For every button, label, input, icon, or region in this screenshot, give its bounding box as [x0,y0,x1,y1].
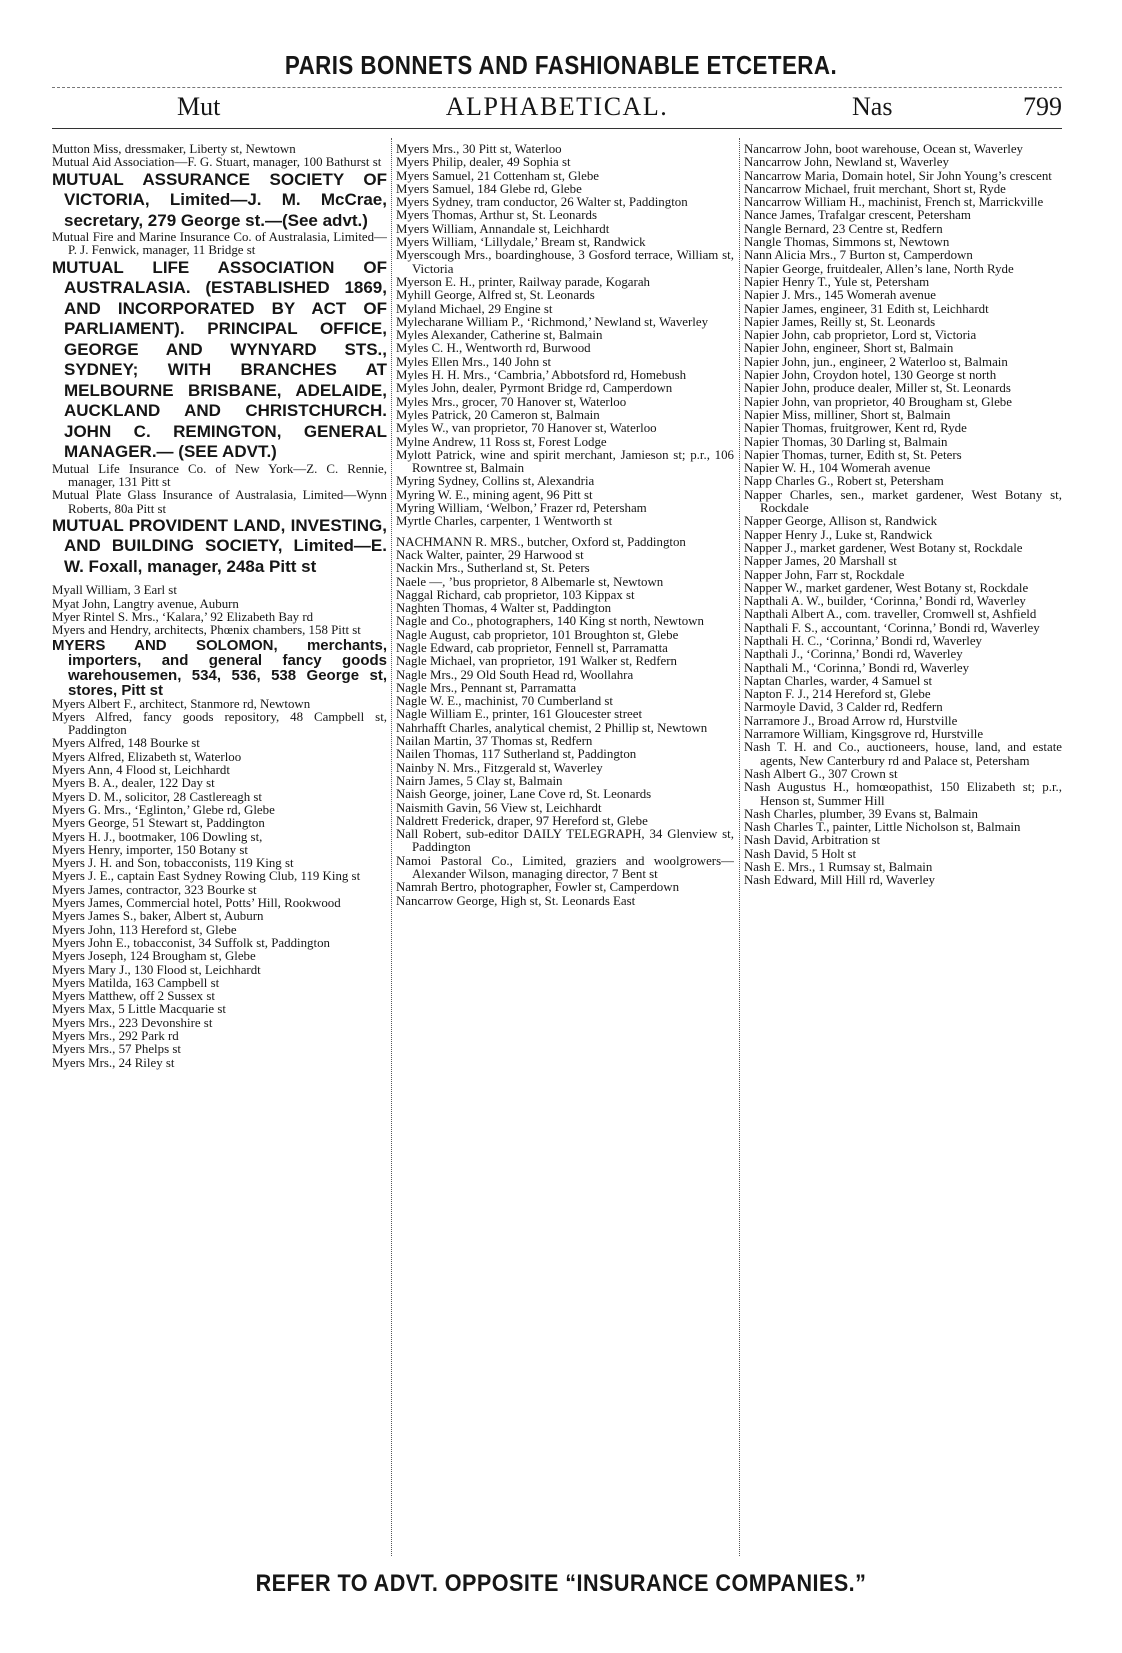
directory-entry: Mylne Andrew, 11 Ross st, Forest Lodge [396,434,607,449]
dashed-divider [52,87,1062,88]
directory-entry: Napper W., market gardener, West Botany st, Rockdale [744,580,1029,595]
directory-entry: Napthali J., ‘Corinna,’ Bondi rd, Waverley [744,647,963,662]
directory-entry: Myers Sydney, tram conductor, 26 Walter st, Paddington [396,195,688,210]
directory-entry: Nagle August, cab proprietor, 101 Broughton st, Glebe [396,627,679,642]
directory-entry: Myat John, Langtry avenue, Auburn [52,596,239,611]
directory-entry: Nash T. H. and Co., auctioneers, house, land, and estate agents, New Canterbury rd and Palace st, Petersham [744,740,1062,768]
directory-entry: Nash Edward, Mill Hill rd, Waverley [744,873,935,888]
directory-entry: Napthali H. C., ‘Corinna,’ Bondi rd, Waverley [744,633,982,648]
directory-entry: Myers Matthew, off 2 Sussex st [52,989,215,1004]
directory-entry: Nangle Thomas, Simmons st, Newtown [744,235,950,250]
directory-entry: Nagle Edward, cab proprietor, Fennell st, Parramatta [396,640,668,655]
column-1 [52,143,387,1070]
header-left-guide-word: Mut [177,92,221,121]
directory-entry: Napier Thomas, 30 Darling st, Balmain [744,434,948,449]
directory-entry: Nahrhafft Charles, analytical chemist, 2 Phillip st, Newtown [396,720,708,735]
directory-entry: Mylott Patrick, wine and spirit merchant, Jamieson st; p.r., 106 Rowntree st, Balmain [396,447,734,476]
directory-entry: Napier James, Reilly st, St. Leonards [744,314,936,329]
directory-entry: Myers Philip, dealer, 49 Sophia st [396,155,571,170]
directory-entry: Narramore J., Broad Arrow rd, Hurstville [744,713,958,728]
directory-entry: Myers Henry, importer, 150 Botany st [52,842,248,857]
directory-entry: Nash David, 5 Holt st [744,846,857,861]
directory-entry: MUTUAL ASSURANCE SOCIETY OF VICTORIA, Limited—J. M. McCrae, secretary, 279 George st.—(See advt.) [52,169,387,230]
directory-entry: Myhill George, Alfred st, St. Leonards [396,288,595,303]
directory-entry: Napier John, produce dealer, Miller st, St. Leonards [744,381,1011,396]
directory-entry: Napper J., market gardener, West Botany st, Rockdale [744,540,1023,555]
column-3 [744,143,1062,888]
directory-entry: Namrah Bertro, photographer, Fowler st, Camperdown [396,880,680,895]
directory-entry: Napper Henry J., Luke st, Randwick [744,527,933,542]
directory-entry: Myles Patrick, 20 Cameron st, Balmain [396,407,600,422]
directory-entry: Napper John, Farr st, Rockdale [744,567,905,582]
directory-entry: Nainby N. Mrs., Fitzgerald st, Waverley [396,760,603,775]
directory-entry: Myers James, contractor, 323 Bourke st [52,882,257,897]
directory-entry: Nash Charles T., painter, Little Nicholson st, Balmain [744,820,1021,835]
directory-entry: Myers Thomas, Arthur st, St. Leonards [396,208,597,223]
directory-entry: Mutual Life Insurance Co. of New York—Z. C. Rennie, manager, 131 Pitt st [52,461,387,489]
directory-entry: Myles Mrs., grocer, 70 Hanover st, Waterloo [396,394,627,409]
directory-entry: Nagle Michael, van proprietor, 191 Walker st, Redfern [396,654,677,669]
directory-entry: Myers John, 113 Hereford st, Glebe [52,922,237,937]
directory-entry: Nailen Thomas, 117 Sutherland st, Paddington [396,747,637,762]
directory-entry: Myers James, Commercial hotel, Potts’ Hill, Rookwood [52,896,341,911]
directory-entry: MUTUAL PROVIDENT LAND, INVESTING, AND BUILDING SOCIETY, Limited—E. W. Foxall, manager, 248a Pitt st [52,515,387,576]
column-divider [739,138,740,1556]
directory-entry: Napier Thomas, fruitgrower, Kent rd, Ryde [744,421,967,436]
directory-entry: Myles W., van proprietor, 70 Hanover st, Waterloo [396,421,657,436]
directory-entry: Nash Augustus H., homœopathist, 150 Elizabeth st; p.r., Henson st, Summer Hill [744,780,1062,808]
directory-entry: Myers Mrs., 30 Pitt st, Waterloo [396,143,562,156]
directory-entry: Myers J. E., captain East Sydney Rowing Club, 119 King st [52,869,361,884]
directory-entry: Myles C. H., Wentworth rd, Burwood [396,341,591,356]
directory-entry: Mutual Plate Glass Insurance of Australasia, Limited—Wynn Roberts, 80a Pitt st [52,488,387,516]
directory-entry: Napier W. H., 104 Womerah avenue [744,461,931,476]
directory-entry: Napton F. J., 214 Hereford st, Glebe [744,687,931,702]
directory-entry: Myers Samuel, 21 Cottenham st, Glebe [396,168,599,183]
directory-entry: Nairn James, 5 Clay st, Balmain [396,773,563,788]
directory-entry: Napier John, Croydon hotel, 130 George st north [744,368,997,383]
directory-entry: Mutton Miss, dressmaker, Liberty st, Newtown [52,143,296,156]
directory-entry: Napthali Albert A., com. traveller, Cromwell st, Ashfield [744,607,1037,622]
directory-entry: Myers and Hendry, architects, Phœnix chambers, 158 Pitt st [52,623,361,638]
directory-entry: Nagle William E., printer, 161 Gloucester street [396,707,643,722]
directory-entry: Myers H. J., bootmaker, 106 Dowling st, [52,829,263,844]
directory-entry: Napier John, jun., engineer, 2 Waterloo st, Balmain [744,354,1008,369]
directory-entry: Myring W. E., mining agent, 96 Pitt st [396,487,593,502]
directory-entry: Mutual Fire and Marine Insurance Co. of Australasia, Limited—P. J. Fenwick, manager, 11 Bridge st [52,230,387,258]
directory-entry: Naldrett Frederick, draper, 97 Hereford st, Glebe [396,813,648,828]
directory-entry: Myles Alexander, Catherine st, Balmain [396,328,603,343]
directory-entry: Myers Mrs., 24 Riley st [52,1055,175,1070]
directory-entry: Myrtle Charles, carpenter, 1 Wentworth st [396,514,613,529]
directory-entry: Myers George, 51 Stewart st, Paddington [52,816,265,831]
directory-entry: Napier Henry T., Yule st, Petersham [744,274,930,289]
directory-entry: Nancarrow John, boot warehouse, Ocean st, Waverley [744,143,1023,156]
directory-entry: Myland Michael, 29 Engine st [396,301,553,316]
directory-entry: Myerson E. H., printer, Railway parade, Kogarah [396,274,650,289]
directory-entry: Narramore William, Kingsgrove rd, Hurstville [744,727,984,742]
directory-entry: Naele —, ’bus proprietor, 8 Albemarle st, Newtown [396,574,664,589]
directory-entry: Nangle Bernard, 23 Centre st, Redfern [744,221,943,236]
directory-entry: Napp Charles G., Robert st, Petersham [744,474,944,489]
directory-entry: Myers Mrs., 57 Phelps st [52,1042,181,1057]
directory-entry: Nailan Martin, 37 Thomas st, Redfern [396,734,593,749]
directory-entry: Napier James, engineer, 31 Edith st, Leichhardt [744,301,989,316]
directory-entry: Napier Miss, milliner, Short st, Balmain [744,407,951,422]
directory-entry: Myers Albert F., architect, Stanmore rd, Newtown [52,696,311,711]
directory-entry: Namoi Pastoral Co., Limited, graziers and woolgrowers—Alexander Wilson, managing director, 7 Bent st [396,853,734,882]
header-center-title: ALPHABETICAL. [445,92,669,121]
directory-entry: Myers J. H. and Son, tobacconists, 119 King st [52,856,294,871]
directory-entry: Nancarrow Michael, fruit merchant, Short st, Ryde [744,181,1006,196]
directory-entry: Nancarrow John, Newland st, Waverley [744,155,949,170]
directory-entry: Nance James, Trafalgar crescent, Petersham [744,208,971,223]
directory-entry: Nackin Mrs., Sutherland st, St. Peters [396,561,590,576]
directory-entry: Nagle Mrs., Pennant st, Parramatta [396,680,577,695]
directory-entry: Myers Mrs., 223 Devonshire st [52,1015,213,1030]
directory-entry: Napier J. Mrs., 145 Womerah avenue [744,288,937,303]
running-header [52,92,1062,126]
directory-entry: Napper George, Allison st, Randwick [744,514,938,529]
directory-entry: Nancarrow Maria, Domain hotel, Sir John Young’s crescent [744,168,1052,183]
directory-entry: Myles H. H. Mrs., ‘Cambria,’ Abbotsford rd, Homebush [396,368,687,383]
directory-entry: Myles John, dealer, Pyrmont Bridge rd, Camperdown [396,381,673,396]
directory-entry: Nash David, Arbitration st [744,833,881,848]
directory-entry: Myer Rintel S. Mrs., ‘Kalara,’ 92 Elizabeth Bay rd [52,609,314,624]
directory-entry: Myers James S., baker, Albert st, Auburn [52,909,264,924]
directory-entry: Myers Joseph, 124 Brougham st, Glebe [52,949,256,964]
directory-entry: Nagle and Co., photographers, 140 King st north, Newtown [396,614,704,629]
advert-banner: PARIS BONNETS AND FASHIONABLE ETCETERA. [284,50,838,80]
directory-entry: Naggal Richard, cab proprietor, 103 Kippax st [396,587,635,602]
directory-entry: Myles Ellen Mrs., 140 John st [396,354,552,369]
directory-entry: Napier John, van proprietor, 40 Brougham st, Glebe [744,394,1012,409]
directory-entry: Myers Mary J., 130 Flood st, Leichhardt [52,962,261,977]
directory-entry: Napthali A. W., builder, ‘Corinna,’ Bondi rd, Waverley [744,594,1026,609]
directory-entry: Narmoyle David, 3 Calder rd, Redfern [744,700,943,715]
directory-entry: Nancarrow George, High st, St. Leonards East [396,893,636,908]
directory-entry: Myers Max, 5 Little Macquarie st [52,1002,226,1017]
directory-entry: Napthali F. S., accountant, ‘Corinna,’ Bondi rd, Waverley [744,620,1040,635]
directory-entry: Myers Alfred, fancy goods repository, 48 Campbell st, Paddington [52,709,387,738]
directory-entry: MYERS AND SOLOMON, merchants, importers, and general fancy goods warehousemen, 534, 536, 538 George st, stores, Pitt st [52,636,387,699]
directory-entry: Nack Walter, painter, 29 Harwood st [396,547,584,562]
header-right-guide-word: Nas [852,92,893,121]
column-2 [396,143,734,908]
directory-entry: Myers Alfred, 148 Bourke st [52,736,200,751]
advert-footer: REFER TO ADVT. OPPOSITE “INSURANCE COMPANIES.” [255,1570,867,1597]
directory-entry: Myers D. M., solicitor, 28 Castlereagh st [52,789,263,804]
directory-entry: NACHMANN R. MRS., butcher, Oxford st, Paddington [396,534,686,549]
directory-entry: Naghten Thomas, 4 Walter st, Paddington [396,601,612,616]
directory-entry: Myers John E., tobacconist, 34 Suffolk st, Paddington [52,935,330,950]
directory-entry: Napper Charles, sen., market gardener, West Botany st, Rockdale [744,487,1062,516]
directory-entry: Naish George, joiner, Lane Cove rd, St. Leonards [396,787,652,802]
directory-entry: Myers Ann, 4 Flood st, Leichhardt [52,763,230,778]
directory-entry: Myring William, ‘Welbon,’ Frazer rd, Petersham [396,501,647,516]
directory-entry: Myers Mrs., 292 Park rd [52,1028,179,1043]
directory-entry: Nancarrow William H., machinist, French st, Marrickville [744,195,1044,210]
directory-entry: Nash Albert G., 307 Crown st [744,766,898,781]
directory-entry: Myers Matilda, 163 Campbell st [52,975,220,990]
directory-entry: Napper James, 20 Marshall st [744,554,897,569]
directory-entry: Nagle Mrs., 29 Old South Head rd, Woollahra [396,667,634,682]
directory-entry: Mylecharane William P., ‘Richmond,’ Newland st, Waverley [396,314,709,329]
directory-entry: Myers Samuel, 184 Glebe rd, Glebe [396,181,582,196]
directory-entry: Myers G. Mrs., ‘Eglinton,’ Glebe rd, Glebe [52,802,275,817]
directory-entry: Myers William, ‘Lillydale,’ Bream st, Randwick [396,235,646,250]
directory-entry: Napthali M., ‘Corinna,’ Bondi rd, Waverley [744,660,970,675]
directory-entry: Naismith Gavin, 56 View st, Leichhardt [396,800,602,815]
header-rule [52,128,1062,129]
directory-entry: Nall Robert, sub-editor DAILY TELEGRAPH, 34 Glenview st, Paddington [396,827,734,855]
directory-entry: Napier Thomas, turner, Edith st, St. Peters [744,447,962,462]
directory-entry: Myers Alfred, Elizabeth st, Waterloo [52,749,242,764]
directory-entry: Nann Alicia Mrs., 7 Burton st, Camperdown [744,248,973,263]
directory-entry: Nash Charles, plumber, 39 Evans st, Balmain [744,806,978,821]
directory-entry: Napier John, engineer, Short st, Balmain [744,341,954,356]
directory-entry: Myall William, 3 Earl st [52,583,177,598]
directory-entry: Nash E. Mrs., 1 Rumsay st, Balmain [744,860,933,875]
page-number: 799 [1023,92,1062,121]
directory-entry: Myring Sydney, Collins st, Alexandria [396,474,595,489]
directory-entry: Myers B. A., dealer, 122 Day st [52,776,215,791]
directory-entry: Nagle W. E., machinist, 70 Cumberland st [396,694,613,709]
directory-entry: MUTUAL LIFE ASSOCIATION OF AUSTRALASIA. (ESTABLISHED 1869, AND INCORPORATED BY ACT OF PARLIAMENT). PRINCIPAL OFFICE, GEORGE AND WYNYARD STS., SYDNEY; WITH BRANCHES AT MELBOURNE BRISBANE, ADELAIDE, AUCKLAND AND CHRISTCHURCH. JOHN C. REMINGTON, GENERAL MANAGER.— (SEE ADVT.) [52,257,387,462]
directory-entry: Napier John, cab proprietor, Lord st, Victoria [744,328,977,343]
directory-entry: Naptan Charles, warder, 4 Samuel st [744,673,933,688]
directory-entry: Mutual Aid Association—F. G. Stuart, manager, 100 Bathurst st [52,155,382,170]
directory-entry: Napier George, fruitdealer, Allen’s lane, North Ryde [744,261,1014,276]
directory-entry: Myers William, Annandale st, Leichhardt [396,221,610,236]
directory-entry: Myerscough Mrs., boardinghouse, 3 Gosford terrace, William st, Victoria [396,248,734,276]
column-divider [391,138,392,1556]
